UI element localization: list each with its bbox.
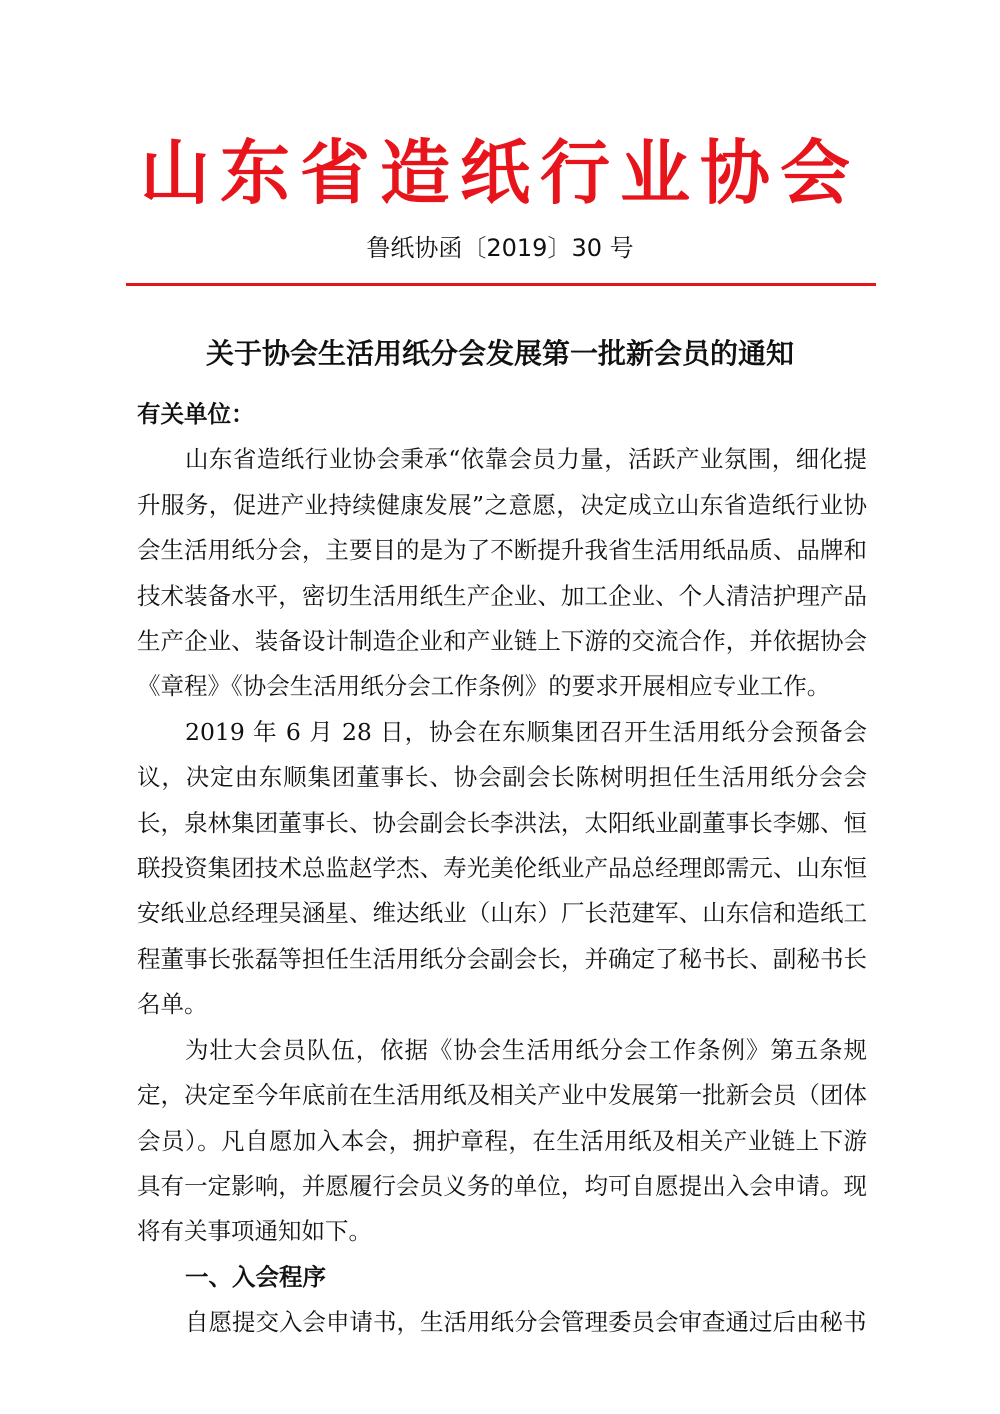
organization-title: 山东省造纸行业协会 [140,131,860,214]
notice-title: 关于协会生活用纸分会发展第一批新会员的通知 [205,337,794,370]
section-1-text: 自愿提交入会申请书，生活用纸分会管理委员会审查通过后由秘书 [185,1308,867,1337]
paragraph-2: 2019 年 6 月 28 日，协会在东顺集团召开生活用纸分会预备会议，决定由东顺集团董事长、协会副会长陈树明担任生活用纸分会会长，泉林集团董事长、协会副会长李洪法，太阳纸业副董事长李娜、恒联投资集团技术总监赵学杰、寿光美伦纸业产品总经理郎需元、山东恒安纸业总经理吴涵星、维达纸业（山东）厂长范建军、山东信和造纸工程董事长张磊等担任生活用纸分会副会长，并确定了秘书长、副秘书长名单。 [137,717,867,1019]
document-number: 鲁纸协函〔2019〕30 号 [366,234,634,262]
paragraph-1: 山东省造纸行业协会秉承“依靠会员力量，活跃产业氛围，细化提升服务，促进产业持续健康发展”之意愿，决定成立山东省造纸行业协会生活用纸分会，主要目的是为了不断提升我省生活用纸品质、品牌和技术装备水平，密切生活用纸生产企业、加工企业、个人清洁护理产品生产企业、装备设计制造企业和产业链上下游的交流合作，并依据协会《章程》《协会生活用纸分会工作条例》的要求开展相应专业工作。 [137,445,867,701]
notice-body [137,392,867,1346]
salutation: 有关单位： [137,400,255,428]
red-divider-line [126,283,876,286]
section-heading-enrollment: 一、入会程序 [185,1262,326,1291]
paragraph-3: 为壮大会员队伍，依据《协会生活用纸分会工作条例》第五条规定，决定至今年底前在生活用纸及相关产业中发展第一批新会员（团体会员）。凡自愿加入本会，拥护章程，在生活用纸及相关产业链上下游具有一定影响，并愿履行会员义务的单位，均可自愿提出入会申请。现将有关事项通知如下。 [137,1035,867,1246]
